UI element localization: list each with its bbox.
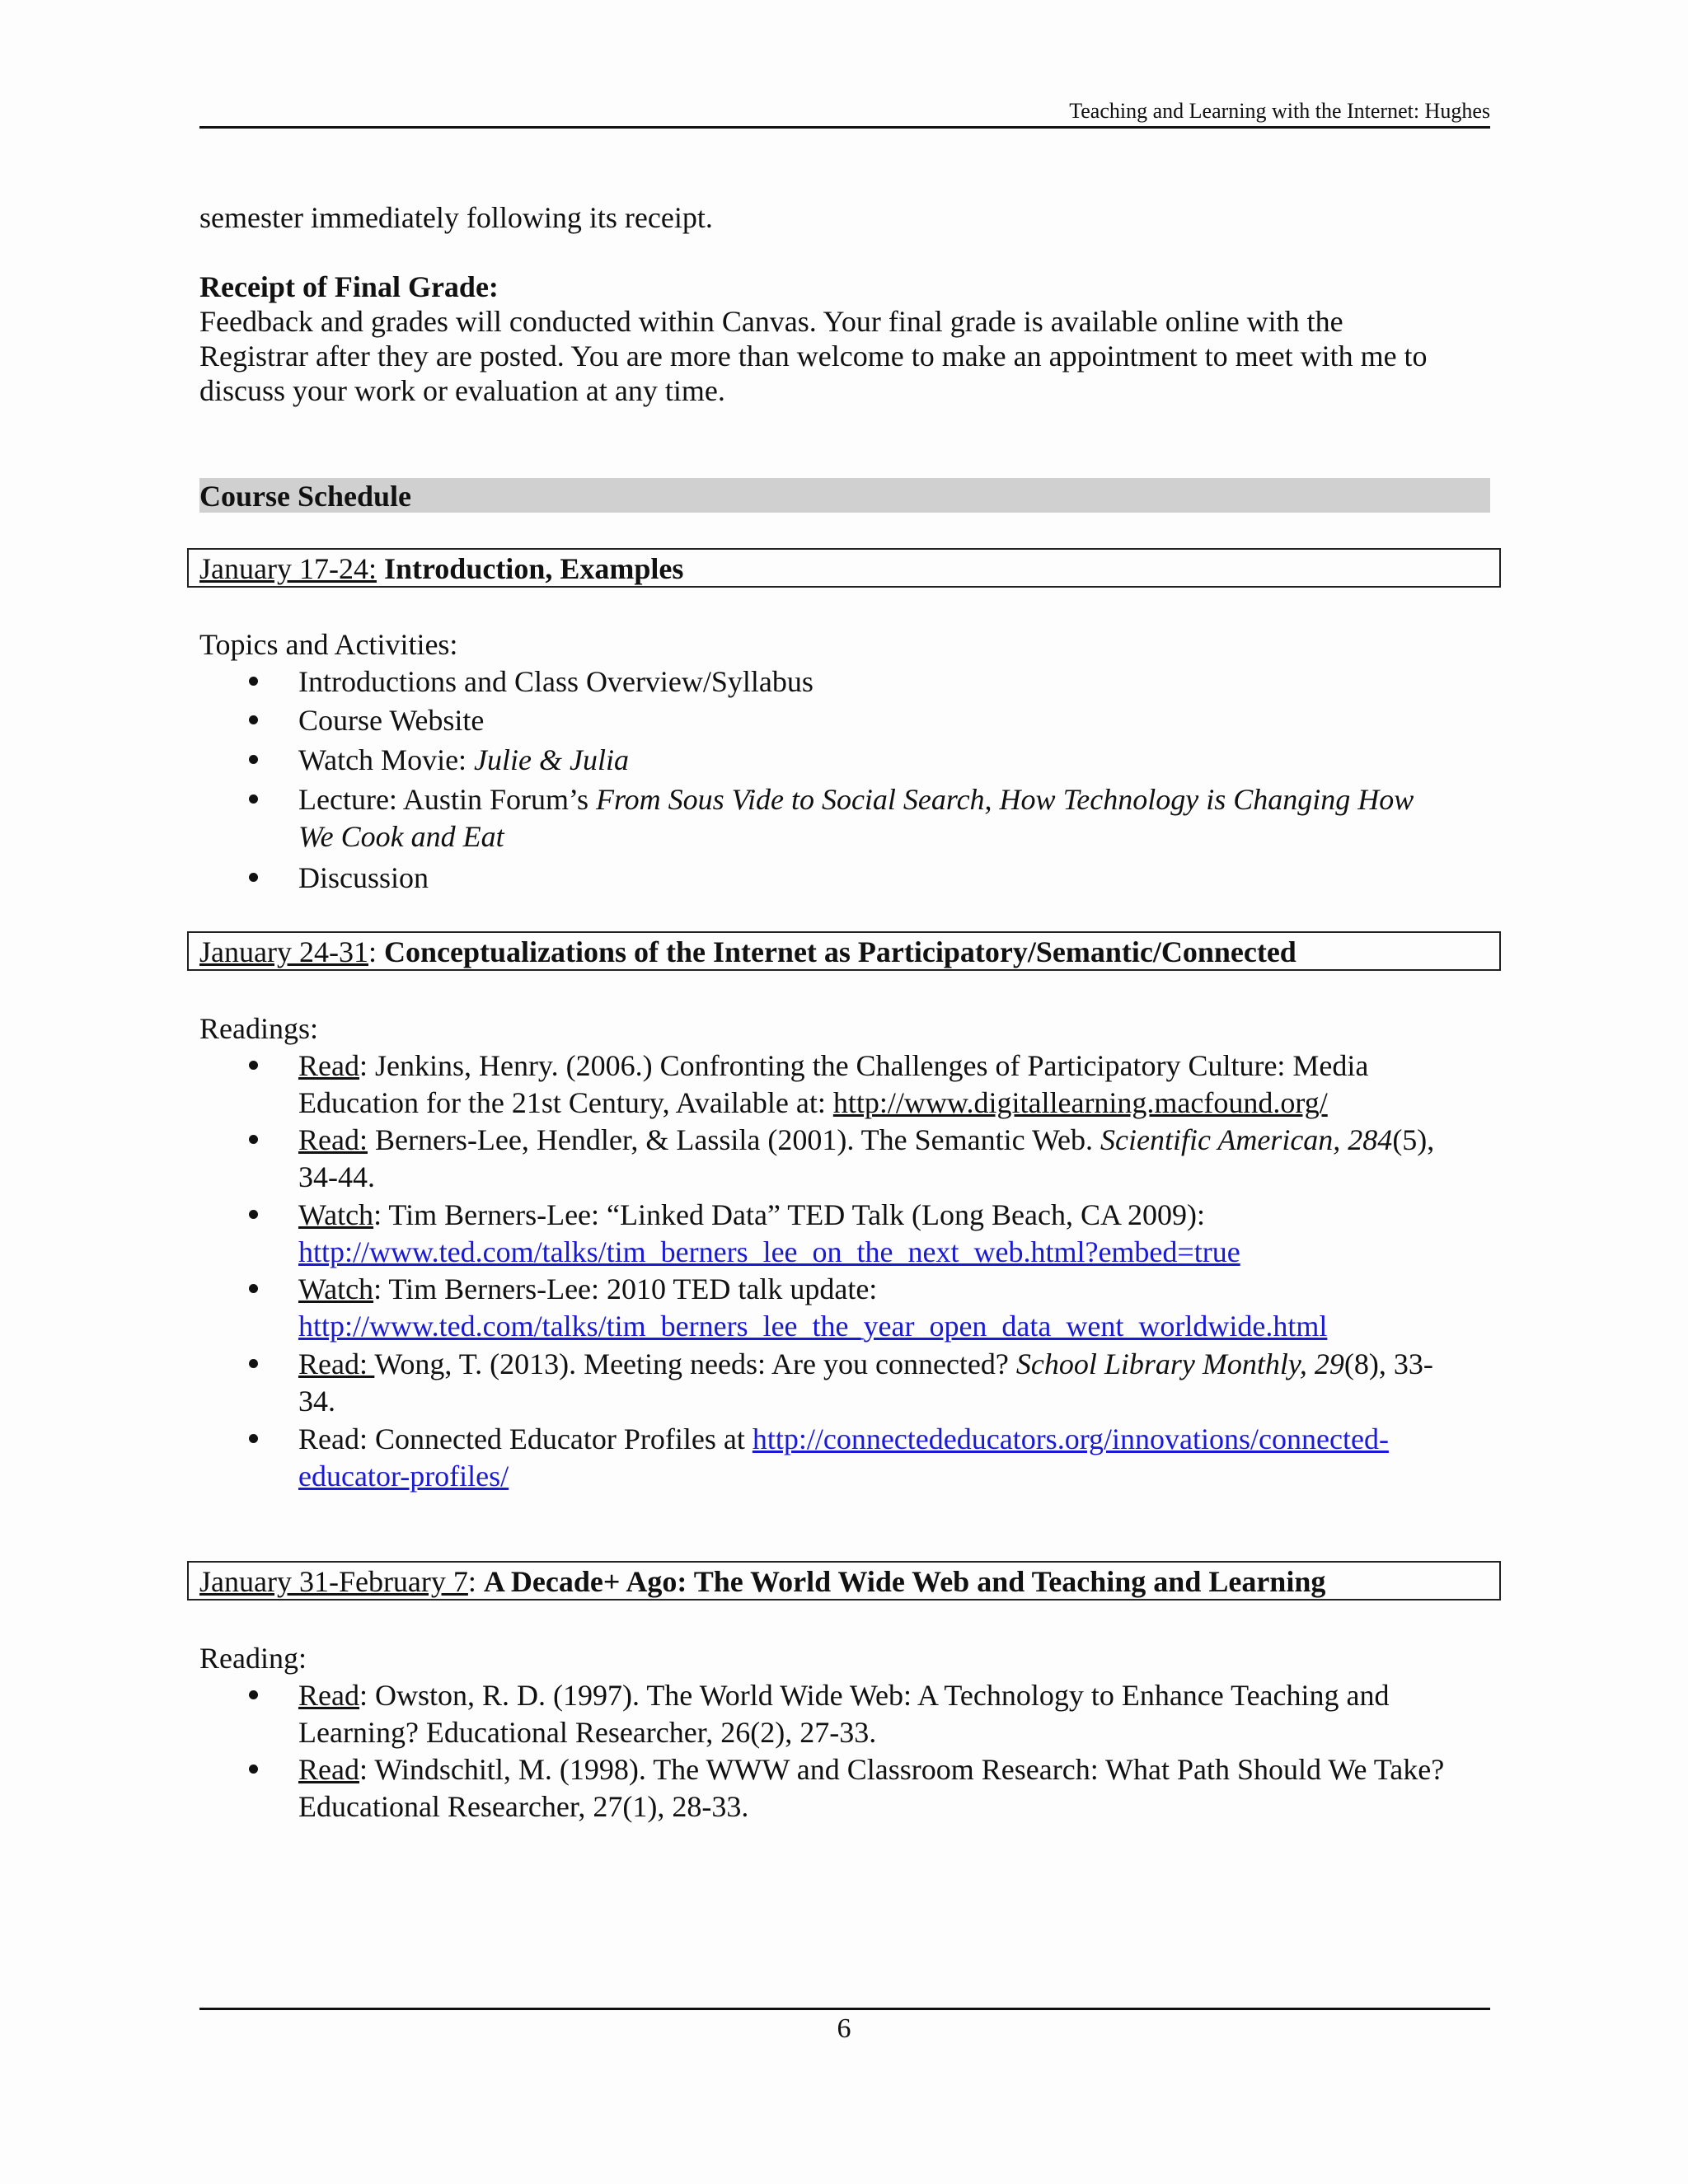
week-heading — [199, 1564, 1325, 1599]
connected-educators-link[interactable]: http://connectededucators.org/innovations/connected- — [752, 1422, 1389, 1455]
reading-text: (8), 33- — [1343, 1347, 1433, 1380]
reading-text: : Tim Berners-Lee: “Linked Data” TED Talk (Long Beach, CA 2009): — [373, 1198, 1205, 1231]
movie-title: Julie & Julia — [474, 743, 629, 776]
reading-kind: Watch — [298, 1272, 374, 1305]
reading-text: : Windschitl, M. (1998). The WWW and Classroom Research: What Path Should We Take? — [359, 1753, 1445, 1786]
list-item: Course Website — [298, 704, 485, 737]
journal-title: School Library Monthly, 29 — [1015, 1347, 1344, 1380]
bullet-icon — [249, 1359, 258, 1368]
reading-item — [298, 1678, 1390, 1713]
list-item — [298, 782, 1414, 817]
week-dates: January 31-February 7 — [199, 1565, 468, 1598]
journal-title: Scientific American, 284 — [1100, 1123, 1393, 1156]
separator: : — [467, 1565, 484, 1598]
reading-kind: Read — [298, 1049, 359, 1082]
reading-kind: Watch — [298, 1198, 374, 1231]
final-grade-line: Feedback and grades will conducted within Canvas. Your final grade is available online with the — [199, 305, 1343, 338]
reading-text: (5), — [1392, 1123, 1435, 1156]
reading-item — [298, 1122, 1434, 1157]
bullet-icon — [249, 873, 258, 882]
final-grade-line: discuss your work or evaluation at any time. — [199, 374, 725, 407]
reading-text: : Jenkins, Henry. (2006.) Confronting the Challenges of Participatory Culture: Media — [359, 1049, 1369, 1082]
bullet-icon — [249, 1284, 258, 1293]
week-title: Conceptualizations of the Internet as Participatory/Semantic/Connected — [383, 935, 1296, 968]
reading-kind: Read — [298, 1753, 359, 1786]
list-item: Introductions and Class Overview/Syllabus — [298, 665, 814, 698]
bullet-icon — [249, 1765, 258, 1774]
reading-text: : Owston, R. D. (1997). The World Wide Web: A Technology to Enhance Teaching and — [359, 1679, 1390, 1712]
list-item — [298, 743, 629, 777]
week-title: Introduction, Examples — [383, 552, 684, 585]
final-grade-heading: Receipt of Final Grade: — [199, 270, 499, 303]
week-heading-box — [187, 548, 1501, 588]
week-title: A Decade+ Ago: The World Wide Web and Teaching and Learning — [483, 1565, 1326, 1598]
lecture-title-continued: We Cook and Eat — [298, 820, 504, 853]
reading-item — [298, 1422, 1389, 1456]
running-header: Teaching and Learning with the Internet: Hughes — [1069, 99, 1490, 123]
reading-text: Education for the 21st Century, Available at: — [298, 1086, 833, 1119]
week-heading — [199, 935, 1296, 969]
reading-kind: Read: — [298, 1347, 375, 1380]
section-label: Topics and Activities: — [199, 628, 458, 661]
connected-educators-link-continued[interactable]: educator-profiles/ — [298, 1460, 509, 1493]
list-item-text: Watch Movie: — [298, 743, 475, 776]
reading-item-continued: 34-44. — [298, 1160, 375, 1193]
ted-next-web-link[interactable]: http://www.ted.com/talks/tim_berners_lee_on_the_next_web.html?embed=true — [298, 1235, 1240, 1268]
reading-text: Wong, T. (2013). Meeting needs: Are you connected? — [374, 1347, 1016, 1380]
course-schedule-title: Course Schedule — [199, 480, 412, 513]
ted-open-data-link[interactable]: http://www.ted.com/talks/tim_berners_lee_the_year_open_data_went_worldwide.html — [298, 1310, 1328, 1343]
week-heading-box — [187, 1561, 1501, 1601]
reading-item-continued — [298, 1085, 1328, 1120]
header-rule — [199, 126, 1490, 129]
reading-item-continued: 34. — [298, 1385, 335, 1418]
bullet-icon — [249, 1434, 258, 1443]
reading-item — [298, 1048, 1368, 1083]
list-item: Discussion — [298, 861, 429, 894]
continuation-text: semester immediately following its receipt. — [199, 201, 713, 234]
reading-item — [298, 1347, 1433, 1381]
reading-item — [298, 1752, 1444, 1787]
reading-item-continued: Educational Researcher, 27(1), 28-33. — [298, 1790, 749, 1823]
section-label: Reading: — [199, 1642, 307, 1675]
reading-item — [298, 1272, 877, 1306]
separator: : — [368, 935, 384, 968]
bullet-icon — [249, 794, 258, 804]
reading-item — [298, 1197, 1205, 1232]
reading-text: Berners-Lee, Hendler, & Lassila (2001). The Semantic Web. — [367, 1123, 1101, 1156]
bullet-icon — [249, 715, 258, 724]
reading-text: Read: Connected Educator Profiles at — [298, 1422, 753, 1455]
page-number: 6 — [837, 2013, 851, 2044]
section-label: Readings: — [199, 1012, 318, 1045]
lecture-title: From Sous Vide to Social Search, How Technology is Changing How — [595, 783, 1414, 816]
bullet-icon — [249, 1135, 258, 1144]
bullet-icon — [249, 1690, 258, 1699]
bullet-icon — [249, 677, 258, 686]
footer-rule — [199, 2008, 1490, 2010]
macfound-link[interactable]: http://www.digitallearning.macfound.org/ — [832, 1086, 1328, 1119]
bullet-icon — [249, 755, 258, 764]
reading-kind: Read: — [298, 1123, 368, 1156]
week-dates: January 24-31 — [199, 935, 368, 968]
bullet-icon — [249, 1210, 258, 1219]
bullet-icon — [249, 1061, 258, 1070]
reading-kind: Read — [298, 1679, 359, 1712]
week-dates: January 17-24: — [199, 552, 377, 585]
reading-item-continued: Learning? Educational Researcher, 26(2), 27-33. — [298, 1716, 877, 1749]
final-grade-line: Registrar after they are posted. You are more than welcome to make an appointment to meet with me to — [199, 340, 1428, 373]
reading-text: : Tim Berners-Lee: 2010 TED talk update: — [373, 1272, 878, 1305]
list-item-text: Lecture: Austin Forum’s — [298, 783, 596, 816]
week-heading — [199, 551, 683, 586]
week-heading-box — [187, 931, 1501, 971]
